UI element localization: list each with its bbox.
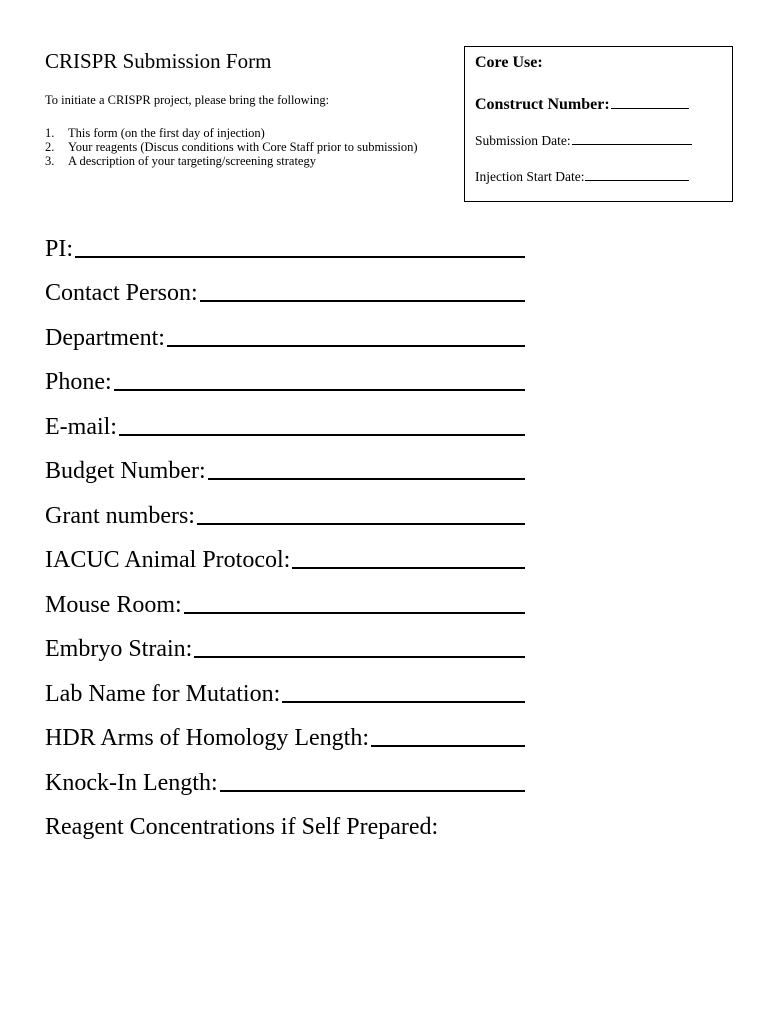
list-number: 3. [45, 154, 55, 168]
field-label: Budget Number: [45, 458, 206, 484]
core-use-box [464, 46, 733, 202]
reagent-concentrations-field[interactable] [45, 797, 525, 842]
field-line[interactable] [282, 701, 525, 703]
requirements-list [45, 126, 445, 168]
list-text: A description of your targeting/screening strategy [68, 154, 316, 168]
contact-person-field[interactable] [45, 263, 525, 308]
field-label: Embryo Strain: [45, 636, 193, 662]
list-number: 1. [45, 126, 55, 140]
field-line[interactable] [119, 434, 525, 436]
list-number: 2. [45, 140, 55, 154]
budget-number-field[interactable] [45, 441, 525, 486]
form-fields [45, 218, 525, 841]
field-label: IACUC Animal Protocol: [45, 547, 291, 573]
field-line[interactable] [208, 478, 525, 480]
knock-in-length-field[interactable] [45, 752, 525, 797]
field-line[interactable] [200, 300, 525, 302]
submission-date-label: Submission Date: [475, 133, 571, 148]
submission-date-field[interactable] [475, 133, 692, 149]
hdr-arms-field[interactable] [45, 708, 525, 753]
field-line[interactable] [197, 523, 525, 525]
field-label: Mouse Room: [45, 591, 182, 618]
embryo-strain-field[interactable] [45, 619, 525, 664]
construct-number-label: Construct Number: [475, 96, 610, 113]
field-label: Knock-In Length: [45, 769, 218, 796]
field-line[interactable] [167, 345, 525, 347]
field-label: E-mail: [45, 413, 117, 440]
submission-date-line[interactable] [572, 143, 692, 145]
department-field[interactable] [45, 307, 525, 352]
list-item [45, 126, 445, 140]
lab-name-field[interactable] [45, 663, 525, 708]
field-line[interactable] [292, 567, 525, 569]
field-line[interactable] [194, 656, 525, 658]
field-label: Grant numbers: [45, 502, 195, 529]
intro-text: To initiate a CRISPR project, please bring the following: [45, 93, 330, 107]
email-field[interactable] [45, 396, 525, 441]
injection-start-date-field[interactable] [475, 169, 689, 185]
list-item [45, 140, 445, 154]
field-line[interactable] [184, 612, 525, 614]
field-label: HDR Arms of Homology Length: [45, 725, 369, 751]
list-text: This form (on the first day of injection) [68, 126, 265, 140]
mouse-room-field[interactable] [45, 574, 525, 619]
phone-field[interactable] [45, 352, 525, 397]
injection-start-date-line[interactable] [585, 179, 689, 181]
grant-numbers-field[interactable] [45, 485, 525, 530]
field-line[interactable] [114, 389, 525, 391]
field-label: Contact Person: [45, 280, 198, 306]
reagent-concentrations-label: Reagent Concentrations if Self Prepared: [45, 814, 439, 840]
field-line[interactable] [371, 745, 525, 747]
field-line[interactable] [75, 256, 525, 258]
field-label: PI: [45, 235, 74, 262]
field-label: Lab Name for Mutation: [45, 680, 281, 707]
field-label: Phone: [45, 369, 112, 395]
construct-number-line[interactable] [611, 107, 689, 109]
list-item [45, 154, 445, 168]
core-use-title: Core Use: [475, 54, 543, 71]
injection-start-date-label: Injection Start Date: [475, 169, 585, 184]
form-title: CRISPR Submission Form [45, 49, 272, 73]
field-label: Department: [45, 324, 165, 351]
list-text: Your reagents (Discus conditions with Core Staff prior to submission) [68, 140, 418, 154]
field-line[interactable] [220, 790, 525, 792]
construct-number-field[interactable] [475, 96, 689, 114]
iacuc-protocol-field[interactable] [45, 530, 525, 575]
pi-field[interactable] [45, 218, 525, 263]
